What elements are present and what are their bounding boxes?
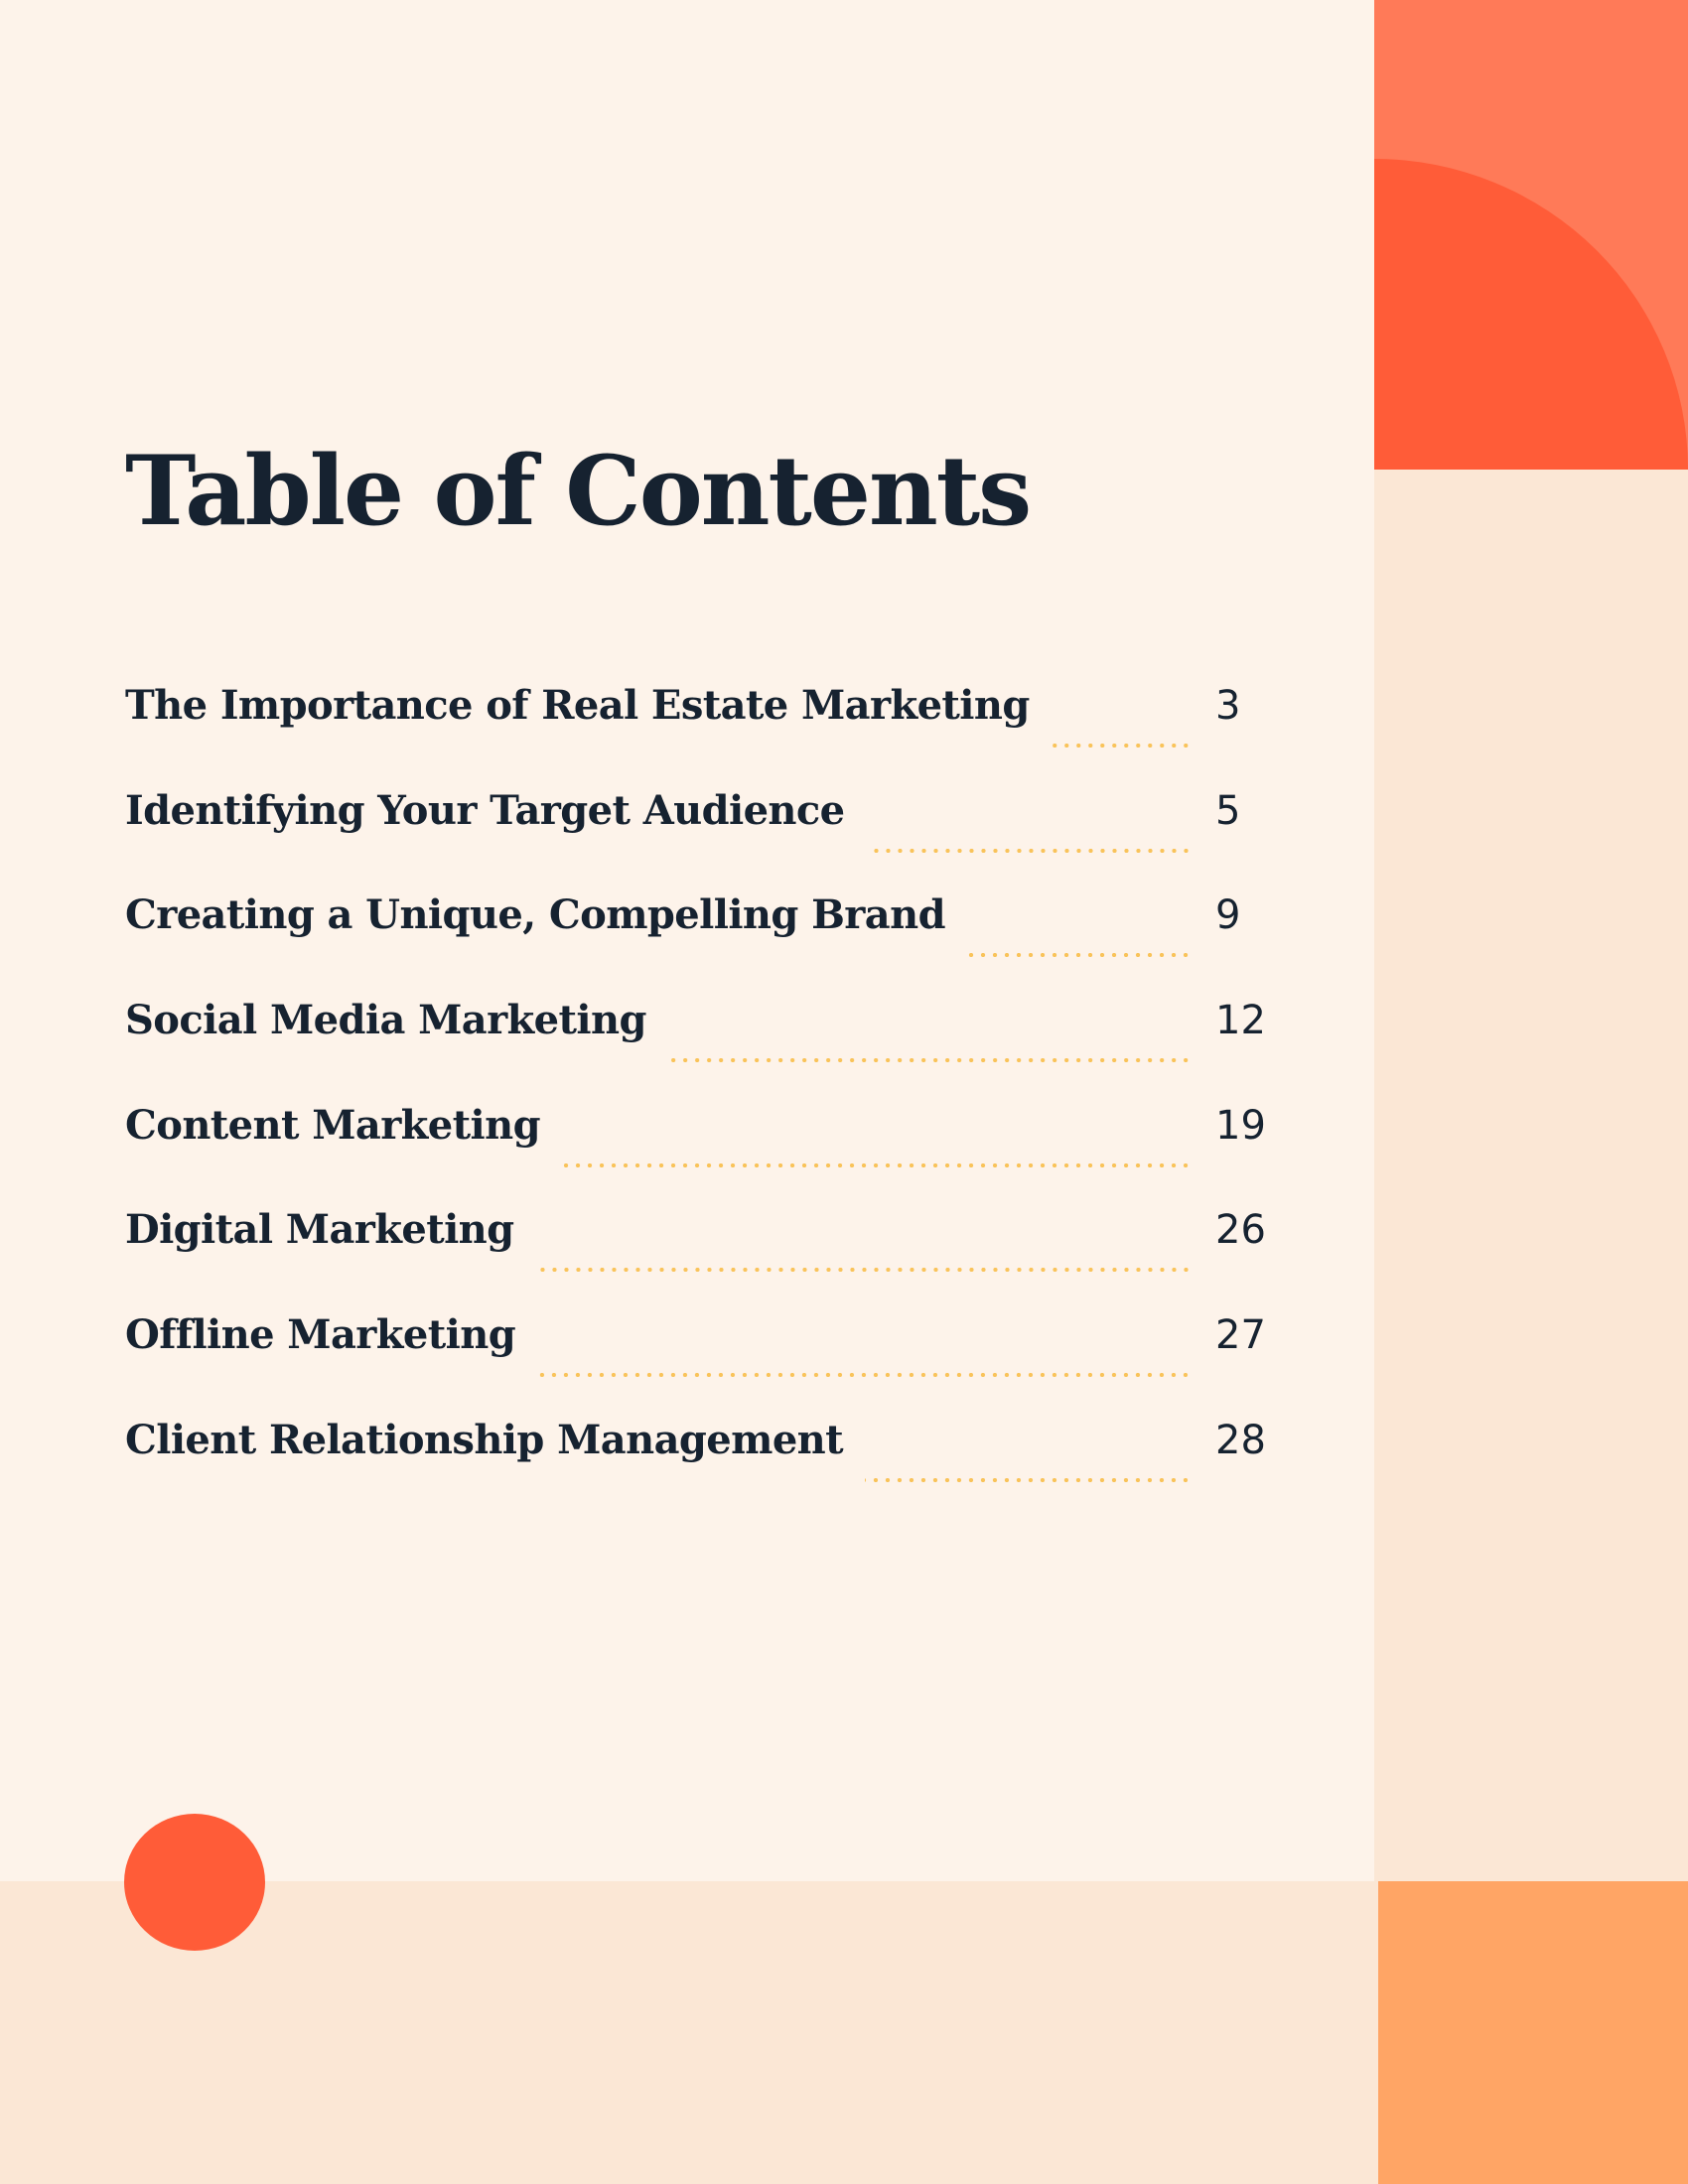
- toc-entry[interactable]: [125, 1100, 1277, 1205]
- toc-entry-title: Client Relationship Management: [125, 1416, 844, 1463]
- top-right-decor-block: [1374, 0, 1688, 470]
- toc-entry-title: Social Media Marketing: [125, 997, 646, 1044]
- toc-entry-title: Creating a Unique, Compelling Brand: [125, 891, 945, 939]
- toc-entry-title: Identifying Your Target Audience: [125, 786, 845, 834]
- toc-entry-page-number: 3: [1215, 683, 1241, 729]
- toc-entry[interactable]: [125, 1415, 1277, 1520]
- quarter-circle-decor: [1374, 159, 1688, 470]
- toc-entry[interactable]: [125, 785, 1277, 890]
- toc-entry-page-number: 12: [1215, 998, 1266, 1044]
- dot-leader: [668, 1058, 1192, 1062]
- dot-leader: [865, 1478, 1192, 1482]
- toc-entry-page-number: 27: [1215, 1312, 1266, 1359]
- dot-leader: [1052, 744, 1192, 748]
- toc-entry-title: The Importance of Real Estate Marketing: [125, 682, 1030, 729]
- toc-entry[interactable]: [125, 889, 1277, 995]
- toc-entry-page-number: 19: [1215, 1102, 1266, 1149]
- dot-leader: [536, 1268, 1192, 1272]
- toc-entry[interactable]: [125, 995, 1277, 1100]
- toc-entry[interactable]: [125, 1204, 1277, 1309]
- toc-entry-title: Content Marketing: [125, 1101, 540, 1149]
- toc-entry[interactable]: [125, 1309, 1277, 1415]
- toc-entry-page-number: 26: [1215, 1207, 1266, 1254]
- circle-decor: [124, 1814, 265, 1951]
- dot-leader: [562, 1163, 1192, 1167]
- toc-entry-page-number: 28: [1215, 1417, 1266, 1463]
- toc-entry-page-number: 9: [1215, 892, 1241, 939]
- dot-leader: [967, 953, 1192, 957]
- dot-leader: [867, 849, 1192, 853]
- bottom-right-decor-block: [1378, 1881, 1688, 2184]
- dot-leader: [537, 1373, 1192, 1377]
- toc-entry-page-number: 5: [1215, 787, 1241, 834]
- toc-entry[interactable]: [125, 680, 1277, 785]
- page-title: Table of Contents: [125, 435, 1031, 547]
- toc-entry-title: Digital Marketing: [125, 1206, 514, 1254]
- table-of-contents: [125, 680, 1277, 1520]
- toc-entry-title: Offline Marketing: [125, 1311, 516, 1359]
